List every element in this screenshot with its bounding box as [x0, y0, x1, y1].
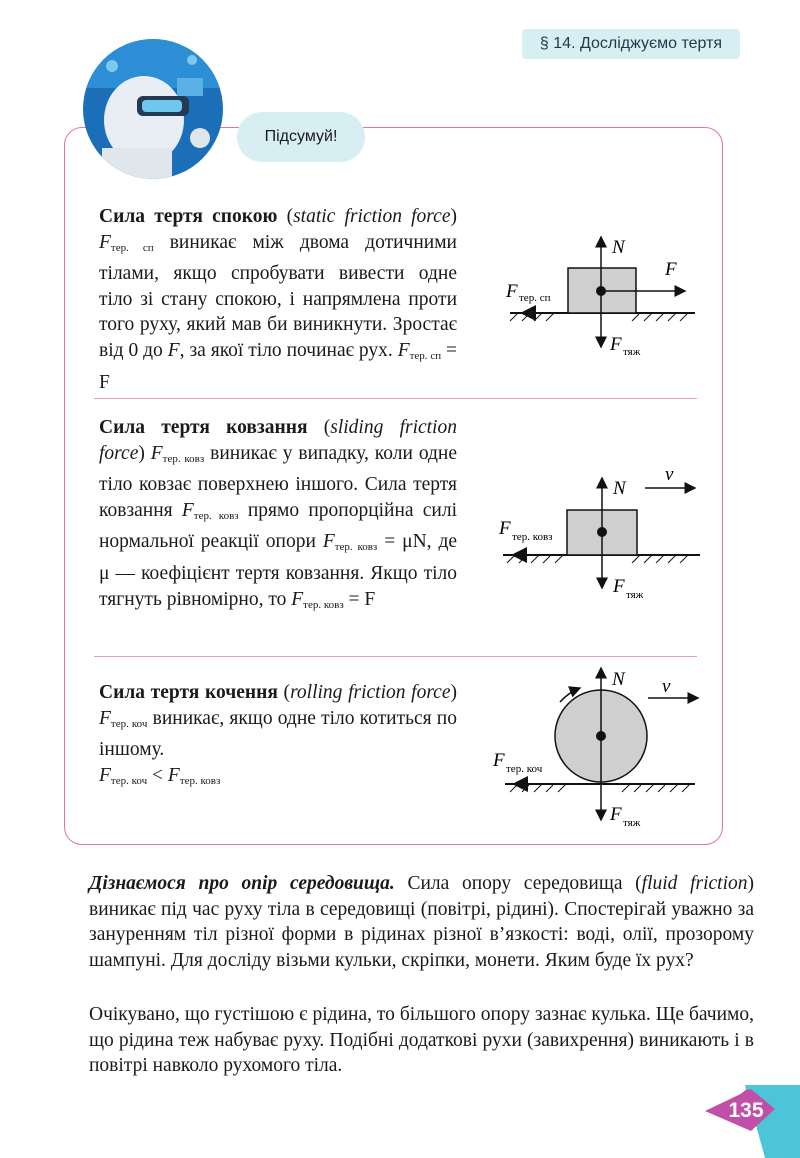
page-number: 135 [728, 1099, 764, 1122]
sliding-text3: = μN, де μ — коефіцієнт тертя ковзання. Якщо тіло тягнуть рівномірно, то [99, 531, 458, 610]
rolling-label-v: v [662, 676, 671, 697]
svg-text:тер. ковз: тер. ковз [512, 531, 553, 543]
rolling-title: Сила тертя кочення [99, 682, 278, 703]
static-friction-diagram [500, 225, 700, 375]
rolling-label-Ffr: F [493, 750, 505, 771]
static-var: F [99, 231, 111, 253]
section-header: § 14. Досліджуємо тертя [522, 29, 740, 59]
body-en: fluid friction [641, 873, 748, 894]
svg-text:тер. коч: тер. коч [506, 763, 543, 775]
sliding-en: sliding friction force [99, 417, 457, 464]
rolling-sub2: тер. ковз [179, 774, 221, 787]
static-label-Ffr: F [506, 281, 518, 302]
svg-text:тяж: тяж [626, 589, 644, 601]
static-text1: виникає між двома дотичними тілами, якщо спробувати вивести одне тіло зі стану спокою, і напрямлена проти того руху, який мав би виникнути. Зростає від 0 до [99, 231, 457, 361]
static-label-Fg: F [610, 334, 622, 355]
sliding-eq: = F [348, 588, 376, 610]
rolling-lt: < [152, 764, 164, 786]
robot-mascot-icon [82, 38, 224, 180]
static-label-F: F [665, 259, 677, 280]
rolling-text1: виникає, якщо одне тіло котиться по іншому. [99, 707, 457, 761]
svg-text:тяж: тяж [623, 346, 641, 358]
static-var-sub: тер. сп [110, 241, 154, 254]
static-eq: = F [99, 339, 458, 393]
static-text2: за якої тіло починає рух. [189, 339, 393, 361]
svg-text:тер. сп: тер. сп [519, 292, 551, 304]
body-lead: Дізнаємося про опір середовища. [89, 873, 395, 894]
static-en: static friction force [293, 206, 451, 227]
body-paragraph-2: Очікувано, що густішою є рідина, то більшого опору зазнає кулька. Ще бачимо, що рідина теж набуває руху. Подібні додаткові рухи (завихрення) виникають і в повітрі навколо рухомого тіла. [89, 1004, 754, 1077]
svg-text:тяж: тяж [623, 817, 641, 829]
divider-1 [94, 398, 697, 399]
static-friction-text: Сила тертя спокою (static friction force) $F_{тер. сп}$ виникає між двома дотичними тілами, якщо спробувати вивести одне тіло зі стану спокою, і напрямлена проти того руху, який мав би виникнути. Зростає від 0 до F, за якої тіло починає рух. $F_{тер. сп} = F$ [99, 206, 458, 393]
sliding-text1: виникає у випадку, коли одне тіло ковзає поверхнею іншого. Сила тертя ковзання [99, 442, 458, 521]
sliding-friction-diagram [495, 460, 705, 605]
body-paragraph-1: Дізнаємося про опір середовища. Сила опору середовища (fluid friction) виникає під час руху тіла в середовищі (повітрі, рідині). Спостерігай уважно за зануренням тіл різної форми в рідинах різної в’язкості: воді, олії, прозорому шампуні. Для досліду візьми кульки, скріпки, монети. Яким буде їх рух? [89, 873, 754, 971]
sliding-label-Fg: F [613, 576, 625, 597]
sliding-text2: прямо пропорційна силі нормальної реакції опори [99, 499, 458, 553]
sliding-label-Ffr: F [499, 518, 511, 539]
static-label-N: N [612, 237, 625, 258]
sliding-label-N: N [613, 478, 626, 499]
rolling-label-Fg: F [610, 804, 622, 825]
rolling-label-N: N [612, 669, 625, 690]
sliding-label-v: v [665, 464, 674, 485]
rolling-friction-text: Сила тертя кочення (rolling friction force) $F_{тер. коч}$ виникає, якщо одне тіло котиться по іншому. $F_{тер. коч} < F_{тер. ковз}$ [99, 682, 457, 787]
summary-bubble: Підсумуй! [237, 112, 365, 162]
divider-2 [94, 656, 697, 657]
sliding-friction-text: Сила тертя ковзання (sliding friction force) $F_{тер. ковз}$ виникає у випадку, коли одне тіло ковзає поверхнею іншого. Сила тертя ковзання $F_{тер. ковз}$ прямо пропорційна силі нормальної реакції опори $F_{тер. ковз} = \mu N$, де μ — коефіцієнт тертя ковзання. Якщо тіло тягнуть рівномірно, то $F_{тер. ковз} = F$ [99, 417, 458, 611]
static-title: Сила тертя спокою [99, 206, 278, 227]
rolling-en: rolling friction force [290, 682, 451, 703]
rolling-friction-diagram [490, 660, 705, 835]
sliding-title: Сила тертя ковзання [99, 417, 308, 438]
